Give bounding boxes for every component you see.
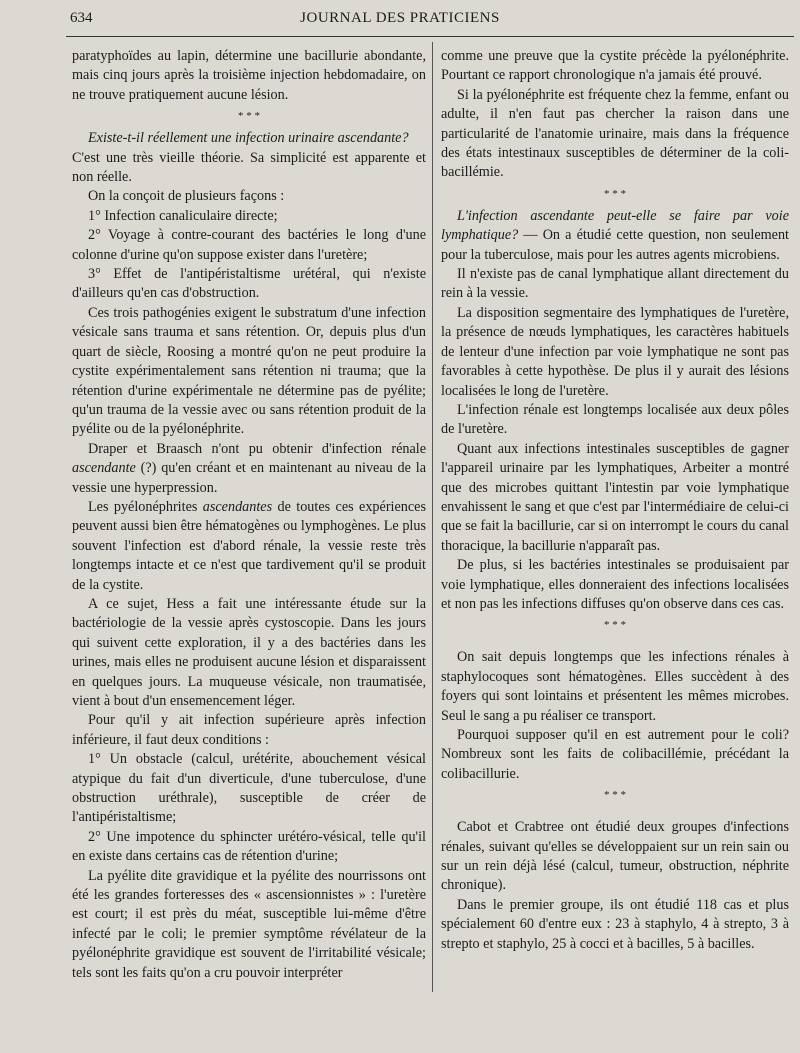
text-run: (?) qu'en créant et en maintenant au niveau de la vessie une hyperpression. [72,460,426,496]
emphasis: ascendantes [202,498,273,515]
text-run: Les pyélonéphrites [88,498,203,515]
paragraph: On la conçoit de plusieurs façons : [88,188,285,205]
paragraph: Pour qu'il y ait infection supérieure après infection inférieure, il faut deux conditions : [72,712,426,748]
paragraph: On sait depuis longtemps que les infections rénales à staphylocoques sont hématogènes. Elles succèdent à des foyers qui sont lointains et présentent les mêmes microbes. Seul le sang a pu réaliser ce transport. [441,649,789,724]
paragraph: C'est une très vieille théorie. Sa simplicité est apparente et non réelle. [72,149,426,186]
paragraph: Il n'existe pas de canal lymphatique allant directement du rein à la vessie. [441,266,789,302]
column-divider [432,42,433,992]
section-separator: * * * [238,110,260,123]
list-item: 3° Effet de l'antipéristaltisme urétéral, qui n'existe d'ailleurs qu'en cas d'obstruction. [72,266,426,302]
section-separator: * * * [604,789,626,802]
paragraph [72,498,426,595]
section-heading-text: Existe-t-il réellement une infection urinaire ascendante? [88,130,409,147]
section-heading-text: L'infection ascendante peut-elle se faire par voie lymphatique? [441,207,789,244]
paragraph: Ces trois pathogénies exigent le substratum d'une infection vésicale sans trauma et sans rétention. Or, depuis plus d'un quart de siècle, Roosing a montré qu'on ne peut produire la cystite expérimentalement sans rétention ni trauma; que la rétention d'urine expérimentale ne détermine pas de pyélite; qu'un trauma de la vessie avec ou sans rétention produit de la pyélite ou de la pyélonéphrite. [72,304,426,438]
text-run: — On a étudié cette question, non seulement pour la tuberculose, mais pour les autres agents microbiens. [441,227,789,263]
paragraph [441,207,789,265]
section-separator: * * * [604,187,626,200]
list-item: 2° Une impotence du sphincter urétéro-vésical, telle qu'il en existe dans certains cas de rétention d'urine; [72,828,426,865]
list-item: 1° Infection canaliculaire directe; [88,207,278,224]
paragraph: De plus, si les bactéries intestinales se produisaient par voie lymphatique, elles donneraient des infections localisées et non pas les infections diffuses qu'on observe dans ces cas. [441,557,789,612]
paragraph [72,440,426,498]
text-run: Draper et Braasch n'ont pu obtenir d'infection rénale [88,440,426,457]
paragraph: Pourquoi supposer qu'il en est autrement pour le coli? Nombreux sont les faits de colibacillémie, précédant la colibacillurie. [441,727,789,782]
section-separator: * * * [604,619,626,632]
section-heading [72,129,426,148]
paragraph: Dans le premier groupe, ils ont étudié 118 cas et plus spécialement 60 d'entre eux : 23 à staphylo, 4 à strepto, 3 à strepto et staphylo, 25 à cocci et à bacilles, 5 à bacilles. [441,896,789,952]
paragraph: L'infection rénale est longtemps localisée aux deux pôles de l'uretère. [441,401,789,438]
page-number: 634 [70,10,93,26]
paragraph: Cabot et Crabtree ont étudié deux groupes d'infections rénales, suivant qu'elles se développaient sur un rein sain ou sur un rein déjà lésé (calcul, tumeur, obstruction, néphrite chronique). [441,819,789,894]
paragraph: Si la pyélonéphrite est fréquente chez la femme, enfant ou adulte, il n'en faut pas chercher la raison dans une particularité de l'anatomie urinaire, mais dans la fréquence des états intestinaux susceptibles de déterminer de la coli-bacillémie. [441,86,789,181]
paragraph: La disposition segmentaire des lymphatiques de l'uretère, la présence de nœuds lymphatiques, les caractères habituels de lenteur d'une infection par voie lymphatique ne sont pas favorables à cette hypothèse. De plus il y aurait des lésions localisées le long de l'uretère. [441,304,789,399]
paragraph: paratyphoïdes au lapin, détermine une bacillurie abondante, mais cinq jours après la troisième injection hebdomadaire, on ne trouve pratiquement aucune lésion. [72,48,426,103]
paragraph: Quant aux infections intestinales susceptibles de gagner l'appareil urinaire par les lymphatiques, Arbeiter a montré que des microbes quittant l'intestin par voie lymphatique envahissent le sang et que c'est par l'intermédiaire de celui-ci que se fait la bacillurie, car si on interrompt le cours du canal thoracique, la bacillurie n'apparaît pas. [441,440,789,554]
left-column [72,47,426,983]
paragraph: La pyélite dite gravidique et la pyélite des nourrissons ont été les grandes forteresses des « ascensionnistes » : l'uretère est court; il est près du méat, susceptible lui-même d'être infecté par le coli; le premier symptôme révélateur de la pyélonéphrite gravidique est souvent de l'irritabilité vésicale; tels sont les faits qu'on a cru pouvoir interpréter [72,867,426,981]
paragraph: comme une preuve que la cystite précède la pyélonéphrite. Pourtant ce rapport chronologique n'a jamais été prouvé. [441,48,789,84]
paragraph: A ce sujet, Hess a fait une intéressante étude sur la bactériologie de la vessie après cystoscopie. Dans les jours qui suivent cette exploration, il y a des bactéries dans les urines, mais elles ne produisent aucune lésion et disparaissent en quelques jours. La muqueuse vésicale, non traumatisée, vient à bout d'un ensemencement léger. [72,595,426,709]
list-item: 2° Voyage à contre-courant des bactéries le long d'une colonne d'urine qu'on suppose exister dans l'uretère; [72,227,426,263]
text-run: de toutes ces expériences peuvent aussi bien être hématogènes ou lymphogènes. Le plus souvent l'infection est d'abord rénale, la vessie reste très longtemps intacte et ce n'est que tardivement qu'il se produit de la cystite. [72,498,426,593]
header-rule [66,36,794,37]
journal-title: JOURNAL DES PRATICIENS [300,10,500,26]
emphasis: ascendante [72,460,136,477]
right-column [441,47,789,954]
list-item: 1° Un obstacle (calcul, urétérite, abouchement vésical atypique du fait d'un diverticule, d'une tuberculose, d'une obstruction uréthrale), susceptible de créer de l'antipéristaltisme; [72,751,426,826]
